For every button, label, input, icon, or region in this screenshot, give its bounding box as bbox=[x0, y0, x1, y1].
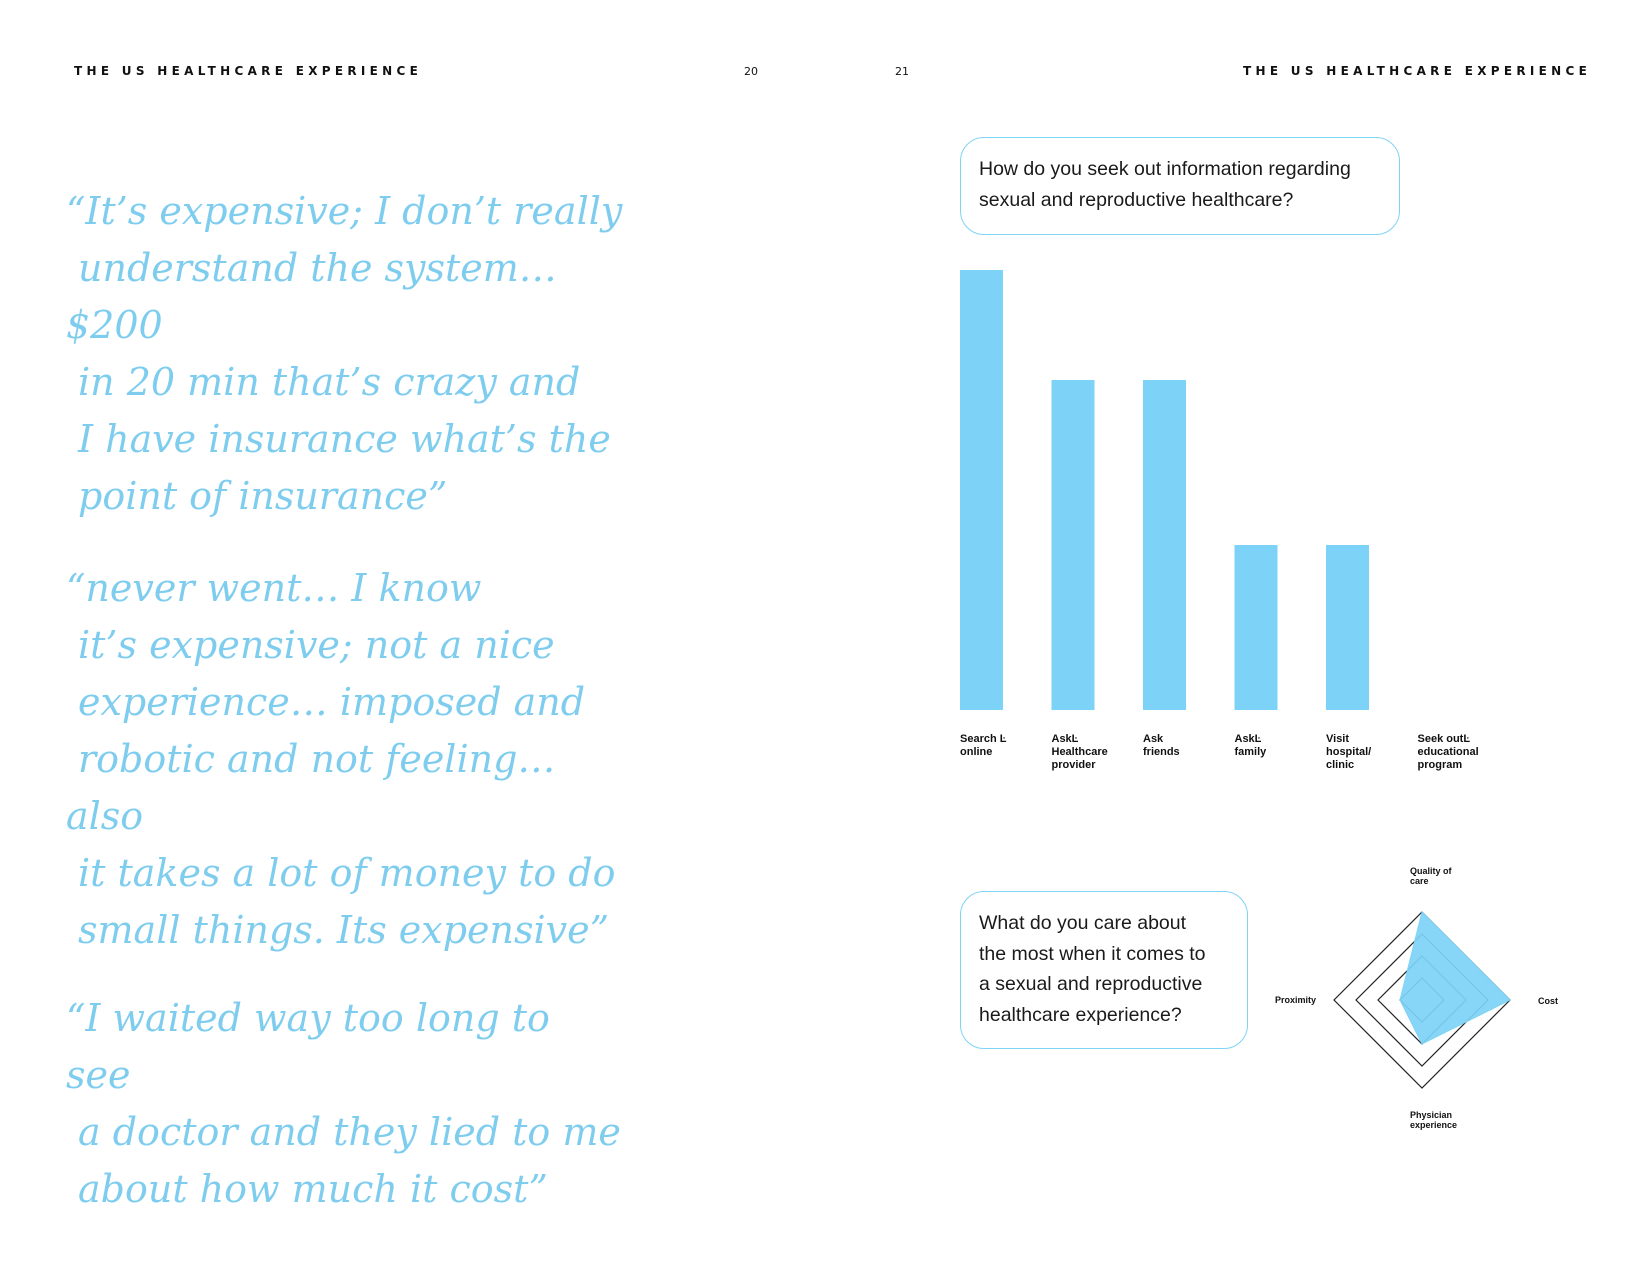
quote-never-went bbox=[66, 560, 626, 959]
right-running-head: THE US HEALTHCARE EXPERIENCE bbox=[1243, 64, 1592, 78]
quote-line: about how much it cost” bbox=[78, 1167, 548, 1211]
left-page-number: 20 bbox=[744, 65, 758, 78]
radar-axis-label: Quality of care bbox=[1410, 866, 1452, 886]
quote-waited-too-long bbox=[66, 990, 626, 1218]
quote-line: “never went… I know bbox=[66, 566, 482, 610]
quote-line: point of insurance” bbox=[78, 474, 448, 518]
quote-cost-insurance bbox=[66, 183, 626, 525]
radar-data-area bbox=[1400, 912, 1510, 1044]
quote-line: understand the system…$200 bbox=[66, 246, 557, 347]
question-line: healthcare experience? bbox=[979, 1003, 1182, 1026]
bar-category-label: AskĿ family bbox=[1234, 733, 1267, 758]
question-line: How do you seek out information regarding bbox=[979, 158, 1351, 180]
bar-category-label: Seek outĿ educational program bbox=[1417, 733, 1479, 771]
bar bbox=[1052, 380, 1095, 710]
bar bbox=[1143, 380, 1186, 710]
question-bubble-info-seeking bbox=[960, 137, 1400, 235]
quote-line: experience… imposed and bbox=[78, 680, 586, 724]
info-sources-bar-chart bbox=[960, 270, 1520, 790]
question-line: What do you care about bbox=[979, 912, 1187, 934]
quote-line: a doctor and they lied to me bbox=[78, 1110, 621, 1154]
quote-line: small things. Its expensive” bbox=[78, 908, 610, 952]
question-line: the most when it comes to bbox=[979, 942, 1206, 965]
question-line: a sexual and reproductive bbox=[979, 973, 1203, 995]
quote-line: it’s expensive; not a nice bbox=[78, 623, 555, 667]
quote-line: in 20 min that’s crazy and bbox=[78, 360, 581, 404]
bar bbox=[1326, 545, 1369, 710]
question-bubble-care-priorities bbox=[960, 891, 1248, 1049]
bar bbox=[960, 270, 1003, 710]
radar-axis-label: Proximity bbox=[1274, 995, 1316, 1005]
radar-axis-label: Cost bbox=[1538, 996, 1558, 1006]
radar-axis-label: Physician experience bbox=[1410, 1110, 1458, 1130]
care-priorities-radar-chart bbox=[1274, 866, 1580, 1140]
quote-line: robotic and not feeling… also bbox=[66, 737, 556, 838]
quote-line: “It’s expensive; I don’t really bbox=[66, 189, 623, 233]
bar-category-label: Visit hospital/ clinic bbox=[1326, 733, 1372, 771]
question-line: sexual and reproductive healthcare? bbox=[979, 188, 1294, 211]
quote-line: it takes a lot of money to do bbox=[78, 851, 616, 895]
bar bbox=[1235, 545, 1278, 710]
left-running-head: THE US HEALTHCARE EXPERIENCE bbox=[74, 64, 423, 78]
bar-category-label: Search Ŀ online bbox=[960, 733, 1007, 758]
right-page-number: 21 bbox=[895, 65, 909, 78]
bar-category-label: AskĿ Healthcare provider bbox=[1051, 733, 1108, 771]
quote-line: I have insurance what’s the bbox=[78, 417, 611, 461]
bar-category-label: Ask friends bbox=[1143, 733, 1180, 758]
quote-line: “I waited way too long to see bbox=[66, 996, 550, 1097]
